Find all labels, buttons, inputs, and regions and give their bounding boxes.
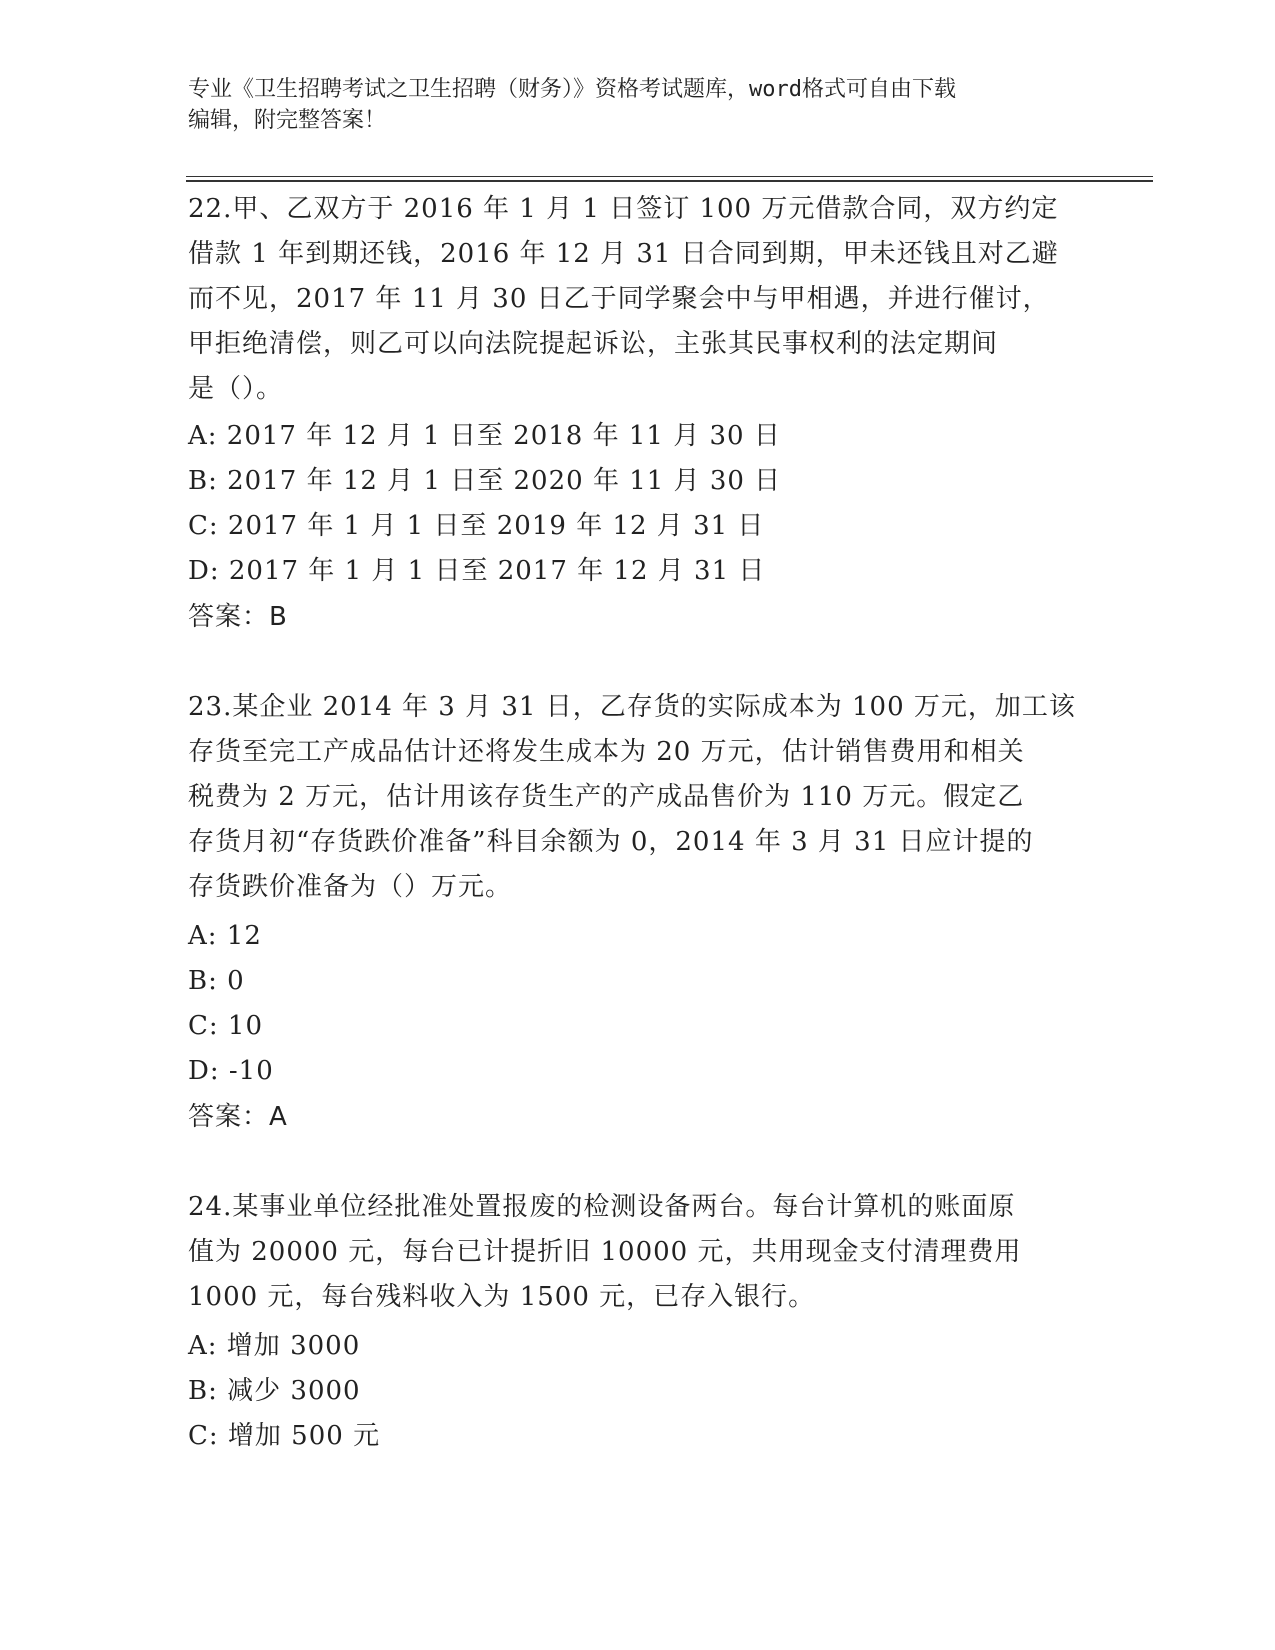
question-23-option-d: D: -10 (188, 1056, 274, 1086)
question-line: 22.甲、乙双方于 2016 年 1 月 1 日签订 100 万元借款合同，双方约定 (188, 194, 1059, 224)
question-line: 值为 20000 元，每台已计提折旧 10000 元，共用现金支付清理费用 (188, 1237, 1022, 1267)
question-22-option-d: D: 2017 年 1 月 1 日至 2017 年 12 月 31 日 (188, 556, 766, 586)
document-header (188, 74, 1088, 136)
header-line-2: 编辑，附完整答案！ (188, 108, 387, 133)
question-line: 借款 1 年到期还钱，2016 年 12 月 31 日合同到期，甲未还钱且对乙避 (188, 239, 1059, 269)
question-24-option-b: B: 减少 3000 (188, 1376, 361, 1406)
question-24-option-c: C: 增加 500 元 (188, 1421, 381, 1451)
question-22-answer: 答案：B (188, 602, 288, 632)
question-line: 甲拒绝清偿，则乙可以向法院提起诉讼，主张其民事权利的法定期间 (188, 329, 999, 359)
question-23-option-c: C: 10 (188, 1011, 264, 1041)
question-22-text (188, 187, 1088, 412)
question-line: 23.某企业 2014 年 3 月 31 日，乙存货的实际成本为 100 万元，加工该 (188, 692, 1076, 722)
question-23-answer: 答案：A (188, 1102, 288, 1132)
question-line: 存货至完工产成品估计还将发生成本为 20 万元，估计销售费用和相关 (188, 737, 1025, 767)
question-line: 税费为 2 万元，估计用该存货生产的产成品售价为 110 万元。假定乙 (188, 782, 1025, 812)
header-divider (186, 176, 1153, 182)
question-line: 是（）。 (188, 374, 284, 404)
question-line: 1000 元，每台残料收入为 1500 元，已存入银行。 (188, 1282, 816, 1312)
question-22-option-a: A: 2017 年 12 月 1 日至 2018 年 11 月 30 日 (188, 421, 781, 451)
question-line: 存货跌价准备为（）万元。 (188, 872, 513, 902)
question-24-option-a: A: 增加 3000 (188, 1331, 361, 1361)
question-line: 24.某事业单位经批准处置报废的检测设备两台。每台计算机的账面原 (188, 1192, 1016, 1222)
question-22-option-c: C: 2017 年 1 月 1 日至 2019 年 12 月 31 日 (188, 511, 765, 541)
question-23-option-a: A: 12 (188, 921, 262, 951)
question-line: 而不见，2017 年 11 月 30 日乙于同学聚会中与甲相遇，并进行催讨， (188, 284, 1050, 314)
question-22-option-b: B: 2017 年 12 月 1 日至 2020 年 11 月 30 日 (188, 466, 782, 496)
header-line-1: 专业《卫生招聘考试之卫生招聘（财务）》资格考试题库，word格式可自由下载 (188, 77, 956, 102)
question-23-text (188, 685, 1088, 910)
question-line: 存货月初“存货跌价准备”科目余额为 0，2014 年 3 月 31 日应计提的 (188, 827, 1034, 857)
question-24-text (188, 1185, 1088, 1320)
question-23-option-b: B: 0 (188, 966, 245, 996)
